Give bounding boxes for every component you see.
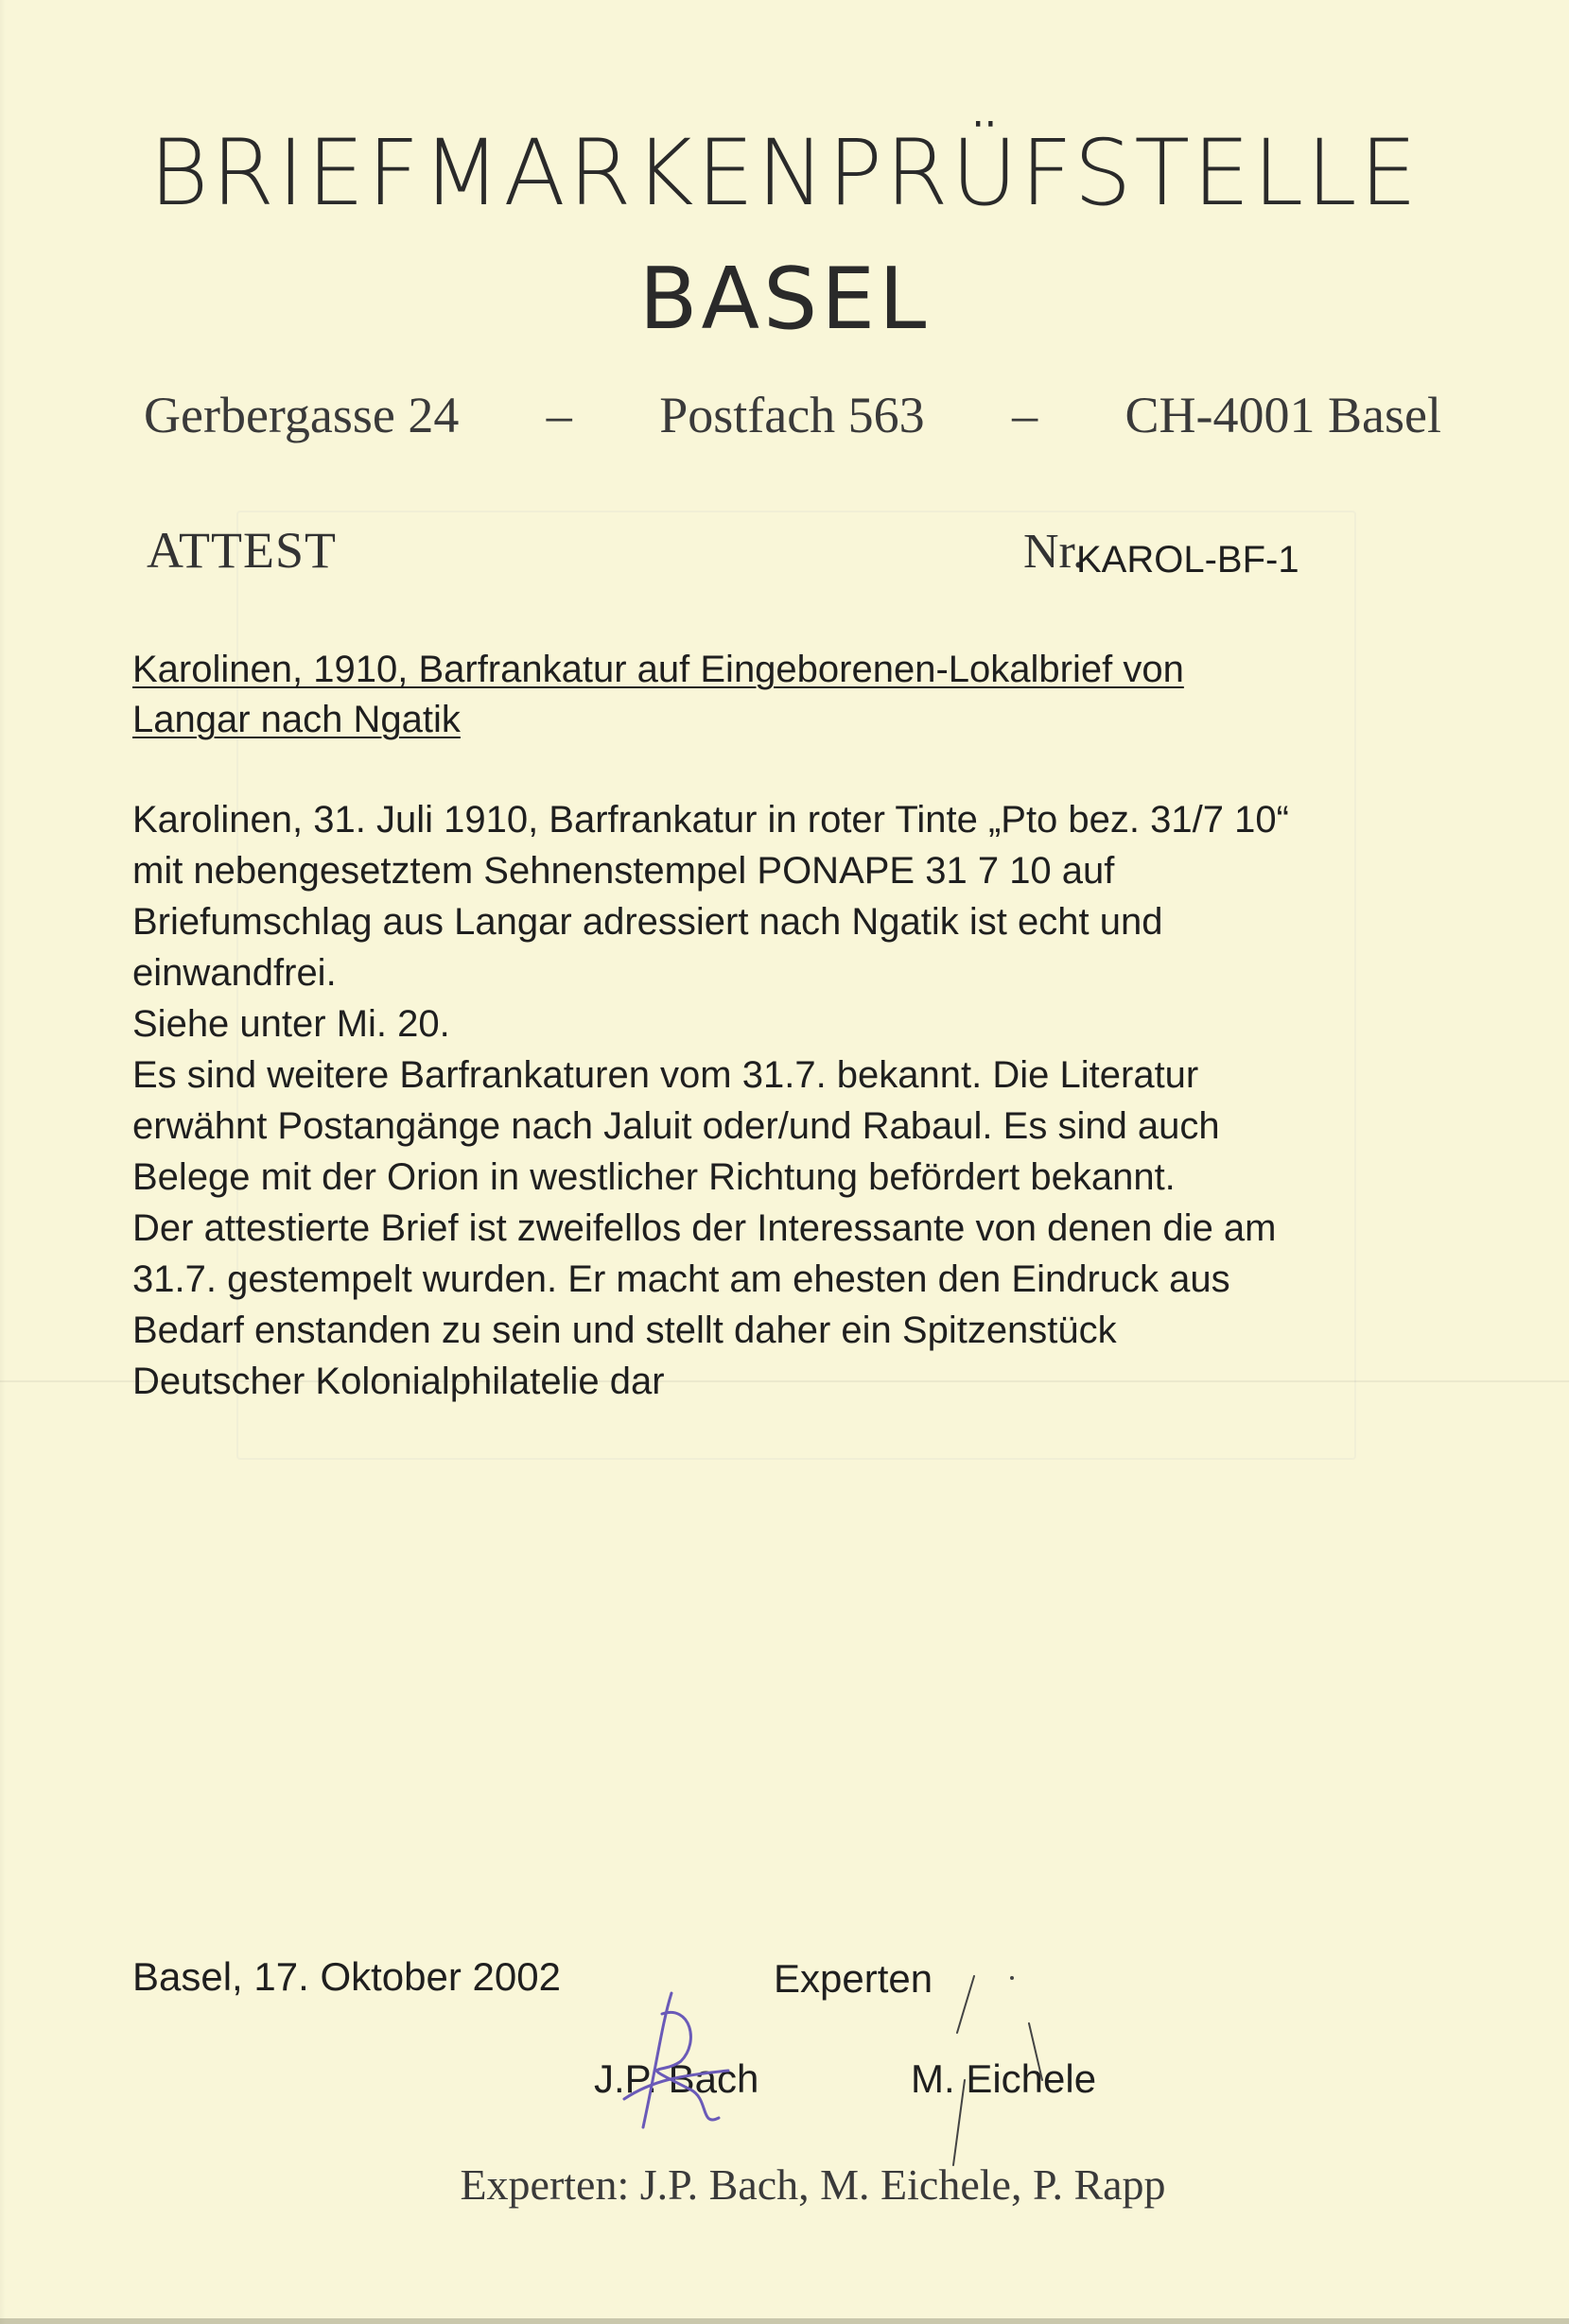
- certificate-number: KAROL-BF-1: [1076, 539, 1299, 581]
- address-separator: –: [1012, 387, 1038, 443]
- address-postbox: Postfach 563: [659, 387, 925, 443]
- number-label: Nr.: [1023, 525, 1085, 579]
- place-date: Basel, 17. Oktober 2002: [132, 1954, 561, 1999]
- body-line: einwandfrei.: [132, 952, 337, 994]
- institution-title: BRIEFMARKENPRÜFSTELLE: [148, 120, 1421, 226]
- footer-experts: Experten: J.P. Bach, M. Eichele, P. Rapp: [460, 2160, 1166, 2209]
- institution-city: BASEL: [638, 250, 931, 349]
- subject-heading: [132, 645, 1381, 745]
- subject-line: Langar nach Ngatik: [132, 699, 461, 740]
- body-line: mit nebengesetztem Sehnenstempel PONAPE 31 7 10 auf: [132, 850, 1115, 892]
- address-zip-city: CH-4001 Basel: [1124, 387, 1441, 443]
- body-line: Karolinen, 31. Juli 1910, Barfrankatur in roter Tinte „Pto bez. 31/7 10“: [132, 799, 1289, 841]
- expert-name-bach: J.P. Bach: [594, 2056, 759, 2101]
- address-street: Gerbergasse 24: [144, 387, 460, 443]
- body-line: Siehe unter Mi. 20.: [132, 1003, 450, 1045]
- body-line: Briefumschlag aus Langar adressiert nach Ngatik ist echt und: [132, 901, 1163, 943]
- attest-label: ATTEST: [147, 522, 337, 579]
- address-separator: –: [546, 387, 572, 443]
- body-line: Bedarf enstanden zu sein und stellt daher ein Spitzenstück: [132, 1309, 1117, 1351]
- paper-edge: [0, 2318, 1569, 2324]
- body-line: erwähnt Postangänge nach Jaluit oder/und Rabaul. Es sind auch: [132, 1105, 1220, 1147]
- expert-name-eichele: M. Eichele: [911, 2056, 1097, 2101]
- body-line: Der attestierte Brief ist zweifellos der Interessante von denen die am: [132, 1207, 1277, 1249]
- body-line: Deutscher Kolonialphilatelie dar: [132, 1361, 665, 1402]
- body-line: Es sind weitere Barfrankaturen vom 31.7. bekannt. Die Literatur: [132, 1054, 1199, 1096]
- certificate-body: [132, 794, 1456, 1407]
- body-line: Belege mit der Orion in westlicher Richtung befördert bekannt.: [132, 1156, 1176, 1198]
- subject-line: Karolinen, 1910, Barfrankatur auf Eingeborenen-Lokalbrief von: [132, 649, 1184, 690]
- body-line: 31.7. gestempelt wurden. Er macht am ehesten den Eindruck aus: [132, 1258, 1230, 1300]
- experts-label: Experten: [774, 1956, 933, 2001]
- institution-address: [144, 387, 1441, 443]
